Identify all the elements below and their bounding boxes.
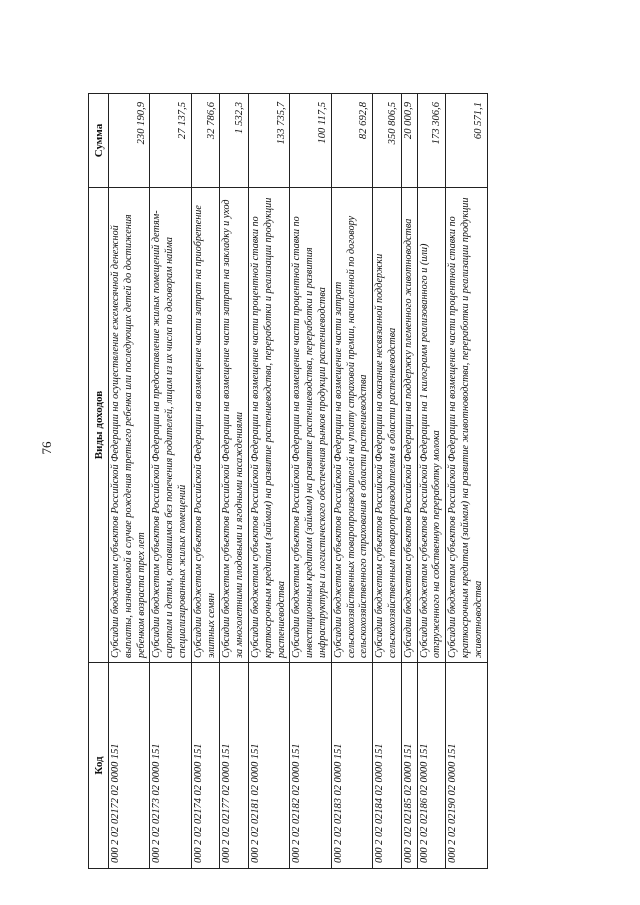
row-amount: 1 532,3 [220,94,249,188]
header-description: Виды доходов [89,188,109,663]
income-table [88,93,488,869]
row-description: Субсидии бюджетам субъектов Российской Федерации на оказание несвязанной поддержки сельскохозяйственным товаропроизводителям в области растениеводства [373,188,402,663]
row-description: Субсидии бюджетам субъектов Российской Федерации на осуществление ежемесячной денежной выплаты, назначаемой в случае рождения третьего ребенка или последующих детей до достижения ребенком возраста трех лет [109,188,150,663]
row-code: 000 2 02 02172 02 0000 151 [109,663,150,869]
table-header-row [89,94,109,869]
table-row [417,94,446,869]
table-row [220,94,249,869]
row-code: 000 2 02 02190 02 0000 151 [446,663,487,869]
row-code: 000 2 02 02184 02 0000 151 [373,663,402,869]
row-description: Субсидии бюджетам субъектов Российской Федерации на возмещение части затрат на приобретение элитных семян [191,188,220,663]
row-description: Субсидии бюджетам субъектов Российской Федерации на поддержку племенного животноводства [401,188,417,663]
row-description: Субсидии бюджетам субъектов Российской Федерации на возмещение части затрат на закладку и уход за многолетними плодовыми и ягодными насаждениями [220,188,249,663]
row-amount: 173 306,6 [417,94,446,188]
table-row [109,94,150,869]
row-description: Субсидии бюджетам субъектов Российской Федерации на возмещение части процентной ставки по инвестиционным кредитам (займам) на развитие растениеводства, переработки и развития инфраструктуры и логистического обеспечения рынков продукции растениеводства [290,188,331,663]
table-row [373,94,402,869]
table-row [150,94,191,869]
row-code: 000 2 02 02186 02 0000 151 [417,663,446,869]
row-description: Субсидии бюджетам субъектов Российской Федерации на возмещение части затрат сельскохозяйственных товаропроизводителей на уплату страховой премии, начисленной по договору сельскохозяйственного страхования в области растениеводства [331,188,372,663]
table-row [331,94,372,869]
rotated-table-container [88,94,530,869]
table-row [290,94,331,869]
header-code: Код [89,663,109,869]
table-row [248,94,289,869]
row-amount: 230 190,9 [109,94,150,188]
table-row [401,94,417,869]
row-amount: 27 137,5 [150,94,191,188]
row-amount: 60 571,1 [446,94,487,188]
row-amount: 350 806,5 [373,94,402,188]
row-code: 000 2 02 02173 02 0000 151 [150,663,191,869]
row-code: 000 2 02 02181 02 0000 151 [248,663,289,869]
row-code: 000 2 02 02183 02 0000 151 [331,663,372,869]
row-description: Субсидии бюджетам субъектов Российской Федерации на 1 килограмм реализованного и (или) отгруженного на собственную переработку молока [417,188,446,663]
row-code: 000 2 02 02177 02 0000 151 [220,663,249,869]
row-description: Субсидии бюджетам субъектов Российской Федерации на возмещение части процентной ставки по краткосрочным кредитам (займам) на развитие животноводства, переработки и реализации продукции животноводства [446,188,487,663]
row-code: 000 2 02 02174 02 0000 151 [191,663,220,869]
row-amount: 82 692,8 [331,94,372,188]
row-description: Субсидии бюджетам субъектов Российской Федерации на предоставление жилых помещений детям-сиротам и детям, оставшимся без попечения родителей, лицам из их числа по договорам найма специализированных жилых помещений [150,188,191,663]
header-amount: Сумма [89,94,109,188]
row-description: Субсидии бюджетам субъектов Российской Федерации на возмещение части процентной ставки по краткосрочным кредитам (займам) на развитие растениеводства, переработки и реализации продукции растениеводства [248,188,289,663]
row-code: 000 2 02 02182 02 0000 151 [290,663,331,869]
table-row [446,94,487,869]
row-amount: 32 786,6 [191,94,220,188]
row-code: 000 2 02 02185 02 0000 151 [401,663,417,869]
table-row [191,94,220,869]
row-amount: 100 117,5 [290,94,331,188]
page-number: 76 [39,441,54,455]
row-amount: 20 000,9 [401,94,417,188]
row-amount: 133 735,7 [248,94,289,188]
